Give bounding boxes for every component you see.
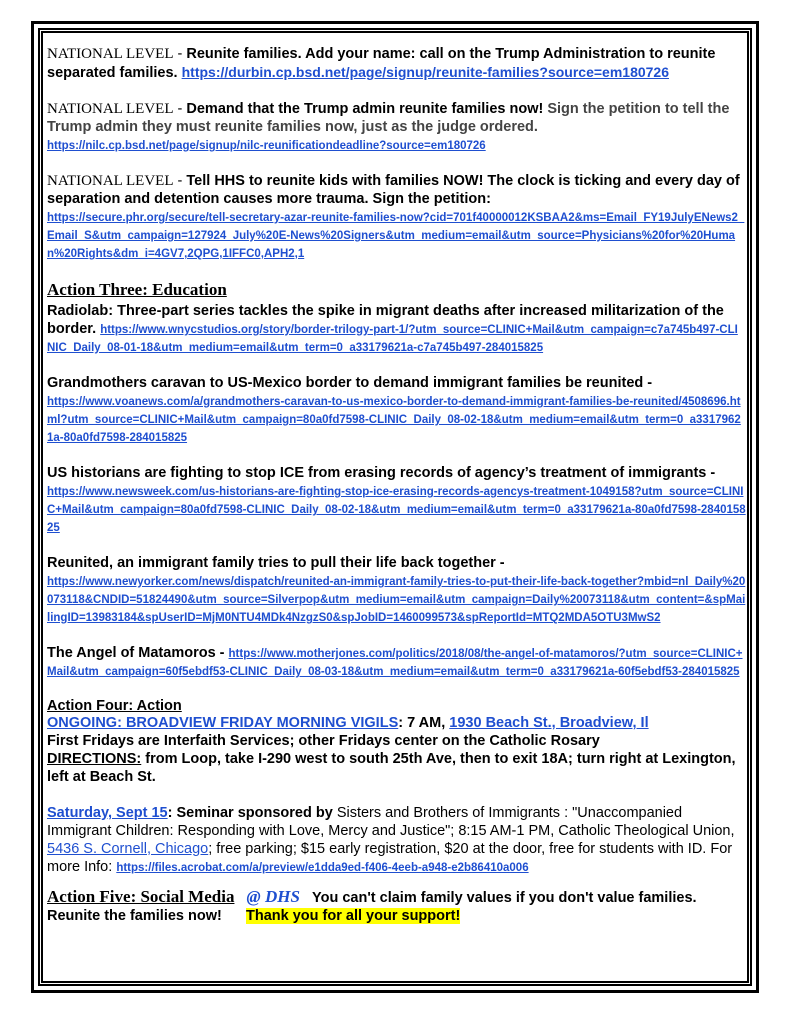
- national-item-3: [47, 172, 746, 262]
- separator: -: [173, 46, 187, 62]
- item-text: Tell HHS to reunite kids with families NOW! The clock is ticking and every day of separation and detention causes more trauma. Sign the petition:: [47, 173, 740, 207]
- newyorker-link[interactable]: https://www.newyorker.com/news/dispatch/reunited-an-immigrant-family-tries-to-put-their-life-back-together?mbid=nl_Daily%20073118&CNDID=51824490&utm_source=Silverpop&utm_medium=email&utm_campaign=Daily%20073118&utm_content=&spMailingID=13983184&spUserID=MjM0NTU4MDk4NzgzS0&spJobID=1460099573&spReportId=MTQ2MDA5OTU3MwS2: [47, 576, 746, 624]
- phr-petition-link[interactable]: https://secure.phr.org/secure/tell-secretary-azar-reunite-families-now?cid=701f40000012KSBAA2&ms=Email_FY19JulyENews2_Email_S&utm_campaign=127924_July%20E-News%20Signers&utm_medium=email&utm_source=Physicians%20for%20Human%20Rights&dm_i=4GV7,2QPG,1IFFC0,APH2,1: [47, 212, 745, 260]
- nilc-petition-link[interactable]: https://nilc.cp.bsd.net/page/signup/nilc-reunificationdeadline?source=em180726: [47, 140, 486, 152]
- newsweek-link[interactable]: https://www.newsweek.com/us-historians-are-fighting-stop-ice-erasing-records-agencys-treatment-1049158?utm_source=CLINIC+Mail&utm_campaign=80a0fd7598-CLINIC_Daily_08-02-18&utm_medium=email&utm_term=0_a33179621a-80a0fd7598-284015825: [47, 486, 746, 534]
- action-three-heading: Action Three: Education: [47, 280, 227, 299]
- level-label: NATIONAL LEVEL: [47, 173, 174, 189]
- page-content: [47, 45, 746, 943]
- level-label: NATIONAL LEVEL: [47, 46, 174, 62]
- separator: -: [173, 101, 187, 117]
- directions-label: DIRECTIONS:: [47, 751, 142, 767]
- item-text: Demand that the Trump admin reunite families now!: [186, 101, 544, 117]
- vigil-link[interactable]: ONGOING: BROADVIEW FRIDAY MORNING VIGILS: [47, 715, 399, 731]
- seminar-date-link[interactable]: Saturday, Sept 15: [47, 805, 168, 821]
- national-item-1: [47, 45, 746, 82]
- national-item-2: [47, 100, 746, 154]
- separator: -: [173, 173, 187, 189]
- item-text: Radiolab: Three-part series tackles the spike in migrant deaths after increased militarization of the border.: [47, 303, 724, 337]
- education-item-2: [47, 374, 746, 446]
- level-label: NATIONAL LEVEL: [47, 101, 174, 117]
- vigil-time: : 7 AM,: [398, 715, 450, 731]
- seminar-address-link[interactable]: 5436 S. Cornell, Chicago: [47, 841, 209, 857]
- education-item-3: [47, 464, 746, 536]
- seminar-text-2: ; free parking; $15 early registration, $20 at the door, free for students with ID. For more Info:: [47, 841, 733, 875]
- item-text: US historians are fighting to stop ICE from erasing records of agency’s treatment of immigrants -: [47, 465, 716, 481]
- action-five-heading: Action Five: Social Media: [47, 887, 235, 906]
- education-item-1: [47, 302, 746, 356]
- vigil-address-link[interactable]: 1930 Beach St., Broadview, Il: [449, 715, 649, 731]
- item-text: Reunited, an immigrant family tries to pull their life back together -: [47, 555, 505, 571]
- radiolab-link[interactable]: https://www.wnycstudios.org/story/border-trilogy-part-1/?utm_source=CLINIC+Mail&utm_campaign=c7a745b497-CLINIC_Daily_08-01-18&utm_medium=email&utm_term=0_a33179621a-c7a745b497-284015825: [47, 324, 738, 354]
- directions-text: from Loop, take I-290 west to south 25th Ave, then to exit 18A; turn right at Lexington, left at Beach St.: [47, 751, 736, 785]
- item-text-2: Sign the petition to tell the Trump admin they must reunite families now, just as the judge ordered.: [47, 101, 730, 135]
- item-text: Grandmothers caravan to US-Mexico border to demand immigrant families be reunited -: [47, 375, 653, 391]
- motherjones-link[interactable]: https://www.motherjones.com/politics/2018/08/the-angel-of-matamoros/?utm_source=CLINIC+Mail&utm_campaign=60f5ebdf53-CLINIC_Daily_08-03-18&utm_medium=email&utm_term=0_a33179621a-60f5ebdf53-284015825: [47, 648, 743, 678]
- education-item-5: [47, 644, 746, 680]
- vigil-block: [47, 714, 746, 786]
- social-text: You can't claim family values if you don't value families. Reunite the families now!: [47, 890, 697, 924]
- voanews-link[interactable]: https://www.voanews.com/a/grandmothers-caravan-to-us-mexico-border-to-demand-immigrant-families-be-reunited/4508696.html?utm_source=CLINIC+Mail&utm_campaign=80a0fd7598-CLINIC_Daily_08-02-18&utm_medium=email&utm_term=0_a33179621a-80a0fd7598-284015825: [47, 396, 741, 444]
- seminar-text: Sisters and Brothers of Immigrants : "Unaccompanied Immigrant Children: Responding with Love, Mercy and Justice"; 8:15 AM-1 PM, Catholic Theological Union,: [47, 805, 735, 839]
- item-text: The Angel of Matamoros -: [47, 645, 225, 661]
- thanks-highlight: Thank you for all your support!: [246, 908, 461, 924]
- seminar-block: [47, 804, 746, 876]
- reunite-families-link[interactable]: https://durbin.cp.bsd.net/page/signup/reunite-families?source=em180726: [181, 64, 669, 80]
- item-text: Reunite families. Add your name: call on the Trump Administration to reunite separated families.: [47, 46, 716, 81]
- dhs-handle: @ DHS: [246, 887, 300, 906]
- social-media-block: [47, 888, 746, 925]
- seminar-intro: : Seminar sponsored by: [167, 805, 333, 821]
- action-four-heading: Action Four: Action: [47, 698, 182, 714]
- education-item-4: [47, 554, 746, 626]
- seminar-info-link[interactable]: https://files.acrobat.com/a/preview/e1dda9ed-f406-4eeb-a948-e2b86410a006: [116, 862, 529, 874]
- vigil-description: First Fridays are Interfaith Services; other Fridays center on the Catholic Rosary: [47, 733, 600, 749]
